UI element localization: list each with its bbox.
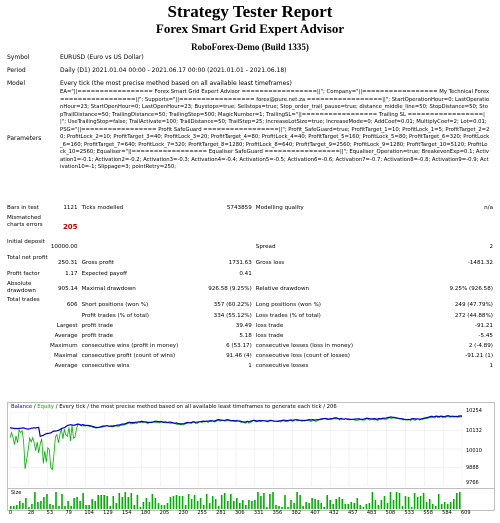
size-bar bbox=[73, 498, 75, 509]
parameters-text: EA="||================= Forex Smart Grid Expert Advisor =================||"; Company="||================= My Technical Forex =================||"; Supports="||================= forex@pure.net.za =================||"; StartOperationHour=0; LastOperationHour=23; StartOpenHour=0; LastOpenHour=23; Buystops=true; Sellstops=true; Stop_order_trail_pause=true; distance_middle_line=50; StopDistance=50; StopTrailDistance=50; TrailingDistance=50; TrailingStep=500; MagicNumber=1; TrailingSL="||================= Trailing SL =================||"; UseTrailingStop=false; TrailActivate=100; TrailDistance=50; TrailStep=25; IncreaseLotSize=true; IncreaseMode=0; AddCoef=0.01; MultiplyCoef=2; Lot=0.01; PSG="||================= Profit SafeGuard =================||"; Profit_SafeGuard=true; ProfitTarget_1=10; ProfitLock_1=5; ProfitTarget_2=20; ProfitLock_2=10; ProfitTarget_3=40; ProfitLock_3=20; ProfitTarget_4=80; ProfitLock_4=40; ProfitTarget_5=160; ProfitLock_5=80; ProfitTarget_6=320; ProfitLock_6=160; ProfitTarget_7=640; ProfitLock_7=320; ProfitTarget_8=1280; ProfitLock_8=640; ProfitTarget_9=2560; ProfitLock_9=1280; ProfitTarget_10=5120; ProfitLock_10=2560; Equaliser="||================= Equaliser SafeGuard =================||"; Equaliser_Operation=true; BreakevenExp=0.1; Activation1=-0.1; Activation2=-0.2; Activation3=-0.3; Activation4=-0.4; Activation5=-0.5; Activation6=-0.6; Activation7=-0.7; Activation8=-0.8; Activation9=-0.9; Activation10=-1; Slippage=3; pointRetry=250; bbox=[60, 89, 490, 170]
size-bar bbox=[357, 498, 359, 509]
size-bar bbox=[414, 493, 416, 509]
size-bar bbox=[290, 500, 292, 509]
y-label-0: 10254 bbox=[466, 408, 482, 414]
y-label-1: 10132 bbox=[466, 428, 482, 434]
size-bar bbox=[236, 498, 238, 509]
size-bar bbox=[206, 494, 208, 509]
size-bar bbox=[354, 503, 356, 509]
y-label-4: 9766 bbox=[466, 480, 479, 486]
size-bar bbox=[351, 502, 353, 509]
size-bar bbox=[266, 507, 268, 509]
stats-row-maximum: Maximum consecutive wins (profit in money) 6 (53.17) consecutive losses (loss in money) 2 (-4.89) bbox=[50, 343, 493, 349]
info-block bbox=[7, 54, 493, 88]
size-bar bbox=[447, 504, 449, 509]
x-label: 457 bbox=[348, 510, 358, 516]
size-bar bbox=[251, 501, 253, 509]
size-bar bbox=[302, 506, 304, 509]
size-bar bbox=[28, 507, 30, 509]
size-bar bbox=[10, 506, 12, 509]
size-bar bbox=[323, 507, 325, 509]
size-bar bbox=[260, 496, 262, 509]
size-bar bbox=[435, 506, 437, 509]
size-bar bbox=[94, 501, 96, 509]
size-bar bbox=[305, 502, 307, 509]
size-bar bbox=[308, 503, 310, 509]
size-bar bbox=[164, 505, 166, 509]
size-bar bbox=[396, 492, 398, 509]
size-bar bbox=[131, 493, 133, 509]
x-label: 180 bbox=[140, 510, 151, 516]
size-bar bbox=[109, 506, 111, 509]
size-bar bbox=[423, 493, 425, 509]
size-bar bbox=[378, 505, 380, 509]
size-bar bbox=[173, 496, 175, 509]
size-bar bbox=[19, 501, 21, 509]
size-bar bbox=[275, 505, 277, 509]
size-bar bbox=[176, 495, 178, 509]
size-bar bbox=[76, 497, 78, 509]
size-bar bbox=[257, 492, 259, 509]
size-bar bbox=[287, 507, 289, 509]
size-bar bbox=[224, 493, 226, 509]
size-bar bbox=[37, 502, 39, 509]
size-bar bbox=[348, 504, 350, 509]
size-bar bbox=[143, 502, 145, 509]
size-bar bbox=[43, 497, 45, 509]
size-bar bbox=[432, 504, 434, 509]
size-bar bbox=[167, 503, 169, 509]
size-bar bbox=[230, 494, 232, 509]
size-bar bbox=[444, 502, 446, 509]
size-bar bbox=[242, 500, 244, 509]
size-bar bbox=[212, 496, 214, 509]
size-bar bbox=[248, 500, 250, 509]
size-bar bbox=[411, 507, 413, 509]
size-bar bbox=[52, 505, 54, 509]
size-bar bbox=[320, 503, 322, 509]
size-bar bbox=[25, 498, 27, 509]
size-bar bbox=[293, 503, 295, 509]
x-label: 331 bbox=[253, 510, 264, 516]
size-bar bbox=[91, 499, 93, 509]
size-bar bbox=[40, 501, 42, 509]
size-bar bbox=[399, 493, 401, 509]
size-bar bbox=[387, 503, 389, 509]
x-label: 205 bbox=[159, 510, 170, 516]
stats-row-profittrades: Profit trades (% of total) 334 (55.12%) Loss trades (% of total) 272 (44.88%) bbox=[81, 313, 493, 319]
stats-row-drawdown: Absolute drawdown 905.14 Maximal drawdown 926.58 (9.25%) Relative drawdown 9.25% (926.58) bbox=[7, 281, 493, 294]
size-bar bbox=[420, 496, 422, 509]
size-bar bbox=[103, 495, 105, 509]
x-label: 407 bbox=[310, 510, 320, 516]
size-bar bbox=[332, 504, 334, 509]
size-bar bbox=[369, 503, 371, 509]
size-bar bbox=[233, 501, 235, 509]
size-bar bbox=[339, 497, 341, 509]
size-bar bbox=[188, 494, 190, 509]
size-bar bbox=[317, 500, 319, 509]
size-bar bbox=[345, 504, 347, 509]
size-bar bbox=[441, 504, 443, 509]
size-bar bbox=[456, 493, 458, 509]
size-bar bbox=[191, 499, 193, 509]
size-bar bbox=[146, 498, 148, 509]
size-bar bbox=[221, 495, 223, 509]
size-bar bbox=[55, 492, 57, 509]
size-bar bbox=[155, 498, 157, 509]
x-label: 129 bbox=[103, 510, 113, 516]
x-label: 255 bbox=[197, 510, 207, 516]
x-label: 508 bbox=[385, 510, 396, 516]
x-label: 382 bbox=[291, 510, 302, 516]
size-bar bbox=[269, 494, 271, 509]
x-label: 483 bbox=[366, 510, 377, 516]
size-bar bbox=[402, 506, 404, 509]
size-bar bbox=[158, 503, 160, 509]
size-bar bbox=[119, 493, 121, 509]
size-bar bbox=[405, 496, 407, 509]
size-bar bbox=[311, 498, 313, 509]
size-bar bbox=[390, 492, 392, 509]
size-bar bbox=[31, 504, 33, 509]
x-label: 53 bbox=[46, 510, 54, 516]
size-bar bbox=[366, 504, 368, 509]
size-bar bbox=[34, 492, 36, 509]
size-bar bbox=[408, 497, 410, 509]
x-label: 104 bbox=[84, 510, 94, 516]
size-bar bbox=[140, 507, 142, 509]
size-bar bbox=[381, 500, 383, 509]
size-bar bbox=[161, 505, 163, 509]
stats-row-bars: Bars in test 1121 Ticks modelled 5743859 Modelling quality n/a bbox=[7, 205, 493, 211]
size-bar bbox=[16, 505, 18, 509]
size-bar bbox=[200, 498, 202, 509]
ea-name: Forex Smart Grid Expert Advisor bbox=[155, 21, 345, 36]
x-label: 281 bbox=[216, 510, 226, 516]
x-label: 79 bbox=[65, 510, 72, 516]
size-bar bbox=[67, 501, 69, 509]
y-label-2: 10010 bbox=[466, 448, 482, 454]
size-bar bbox=[64, 506, 66, 509]
size-bar bbox=[429, 499, 431, 509]
x-label: 533 bbox=[404, 510, 415, 516]
size-bar bbox=[284, 495, 286, 509]
stats-row-maximal: Maximal consecutive profit (count of wins) 91.46 (4) consecutive loss (count of losses) -91.21 (1) bbox=[54, 353, 493, 359]
x-axis-labels bbox=[7, 510, 493, 520]
size-bar bbox=[134, 505, 136, 509]
stats-row-mismatch: Mismatched charts errors 205 bbox=[7, 215, 78, 231]
size-bar bbox=[329, 500, 331, 509]
report-header bbox=[0, 2, 500, 53]
size-bar bbox=[209, 503, 211, 509]
size-bar bbox=[314, 499, 316, 509]
server-build: RoboForex-Demo (Build 1335) bbox=[191, 42, 309, 52]
size-bar bbox=[263, 493, 265, 509]
size-bar bbox=[116, 503, 118, 509]
size-bar bbox=[125, 492, 127, 509]
size-label: Size bbox=[11, 490, 22, 496]
size-bar bbox=[360, 505, 362, 509]
parameters-label: Parameters bbox=[7, 135, 42, 142]
size-bar bbox=[335, 499, 337, 509]
x-label: 609 bbox=[461, 510, 471, 516]
info-row-period: Period Daily (D1) 2021.01.04 00:00 - 2021.06.17 00:00 (2021.01.01 - 2021.06.18) bbox=[7, 67, 287, 74]
size-bar bbox=[82, 493, 84, 509]
size-bar bbox=[122, 497, 124, 509]
size-bar bbox=[179, 496, 181, 509]
size-bar bbox=[438, 494, 440, 509]
size-bar bbox=[149, 502, 151, 509]
size-bar bbox=[170, 497, 172, 509]
size-bar bbox=[375, 500, 377, 509]
size-bar bbox=[58, 506, 60, 509]
size-bar bbox=[203, 505, 205, 509]
size-bar bbox=[88, 505, 90, 509]
x-label: 356 bbox=[272, 510, 283, 516]
x-label: 584 bbox=[442, 510, 452, 516]
x-label: 306 bbox=[235, 510, 245, 516]
x-label: 0 bbox=[9, 510, 13, 516]
size-bars bbox=[10, 489, 462, 509]
size-bar bbox=[13, 506, 15, 509]
size-bar bbox=[128, 497, 130, 509]
legend-equity: Equity bbox=[37, 404, 55, 410]
balance-equity-plot bbox=[10, 412, 462, 486]
y-label-3: 9888 bbox=[466, 465, 479, 471]
size-bar bbox=[49, 504, 51, 509]
balance-chart bbox=[7, 402, 495, 489]
size-bar bbox=[299, 495, 301, 509]
size-bar bbox=[22, 503, 24, 509]
x-label: 28 bbox=[27, 510, 35, 516]
size-bar bbox=[100, 495, 102, 509]
info-row-symbol: Symbol EURUSD (Euro vs US Dollar) bbox=[7, 54, 144, 61]
size-bar bbox=[113, 496, 115, 509]
size-bar bbox=[281, 507, 283, 509]
size-chart bbox=[7, 488, 495, 511]
size-bar bbox=[97, 495, 99, 509]
size-bar bbox=[106, 496, 108, 509]
legend-balance: Balance bbox=[11, 404, 33, 410]
size-bar bbox=[453, 499, 455, 509]
size-bar bbox=[393, 500, 395, 509]
stats-row-largest: Largest profit trade 39.49 loss trade -91.21 bbox=[56, 323, 493, 329]
stats-table bbox=[7, 205, 493, 373]
size-bar bbox=[372, 492, 374, 509]
size-bar bbox=[227, 501, 229, 509]
x-label: 230 bbox=[178, 510, 189, 516]
size-bar bbox=[363, 507, 365, 509]
size-bar bbox=[85, 505, 87, 509]
size-bar bbox=[459, 492, 461, 509]
size-bar bbox=[450, 502, 452, 509]
stats-row-average: Average profit trade 5.18 loss trade -5.45 bbox=[54, 333, 493, 339]
size-bar bbox=[254, 500, 256, 509]
size-bar bbox=[185, 505, 187, 509]
size-bar bbox=[182, 496, 184, 509]
size-bar bbox=[326, 495, 328, 509]
x-label: 432 bbox=[329, 510, 339, 516]
stats-row-pf: Profit factor 1.17 Expected payoff 0.41 bbox=[7, 271, 252, 277]
chart-legend: Balance / Equity / Every tick / the most precise method based on all available least timeframes to generate each tick / 206 bbox=[11, 404, 337, 410]
stats-row-avg-consecutive: Average consecutive wins 1 consecutive losses 1 bbox=[54, 363, 493, 369]
size-bar bbox=[152, 494, 154, 509]
size-bar bbox=[296, 492, 298, 509]
x-label: 558 bbox=[423, 510, 433, 516]
size-bar bbox=[218, 506, 220, 509]
x-label: 154 bbox=[122, 510, 132, 516]
size-bar bbox=[137, 495, 139, 509]
size-bar bbox=[342, 499, 344, 509]
size-bar bbox=[239, 503, 241, 509]
size-bar bbox=[426, 502, 428, 509]
size-bar bbox=[278, 506, 280, 509]
size-bar bbox=[245, 505, 247, 509]
size-bar bbox=[215, 499, 217, 509]
size-bar bbox=[61, 494, 63, 509]
size-bar bbox=[194, 495, 196, 509]
stats-row-netprofit: Total net profit 250.31 Gross profit 1731.63 Gross loss -1481.32 bbox=[7, 255, 493, 266]
size-bar bbox=[417, 497, 419, 509]
info-row-model: Model Every tick (the most precise method based on all available least timeframes) bbox=[7, 80, 292, 87]
size-bar bbox=[272, 492, 274, 509]
size-bar bbox=[197, 501, 199, 509]
size-bar bbox=[70, 506, 72, 509]
size-bar bbox=[79, 501, 81, 509]
size-bar bbox=[46, 494, 48, 509]
stats-row-trades: Total trades 606 Short positions (won %) 357 (60.22%) Long positions (won %) 249 (47.79%) bbox=[7, 297, 493, 308]
size-bar bbox=[384, 496, 386, 509]
stats-row-deposit: Initial deposit 10000.00 Spread 2 bbox=[7, 239, 493, 250]
report-title: Strategy Tester Report bbox=[167, 2, 333, 21]
